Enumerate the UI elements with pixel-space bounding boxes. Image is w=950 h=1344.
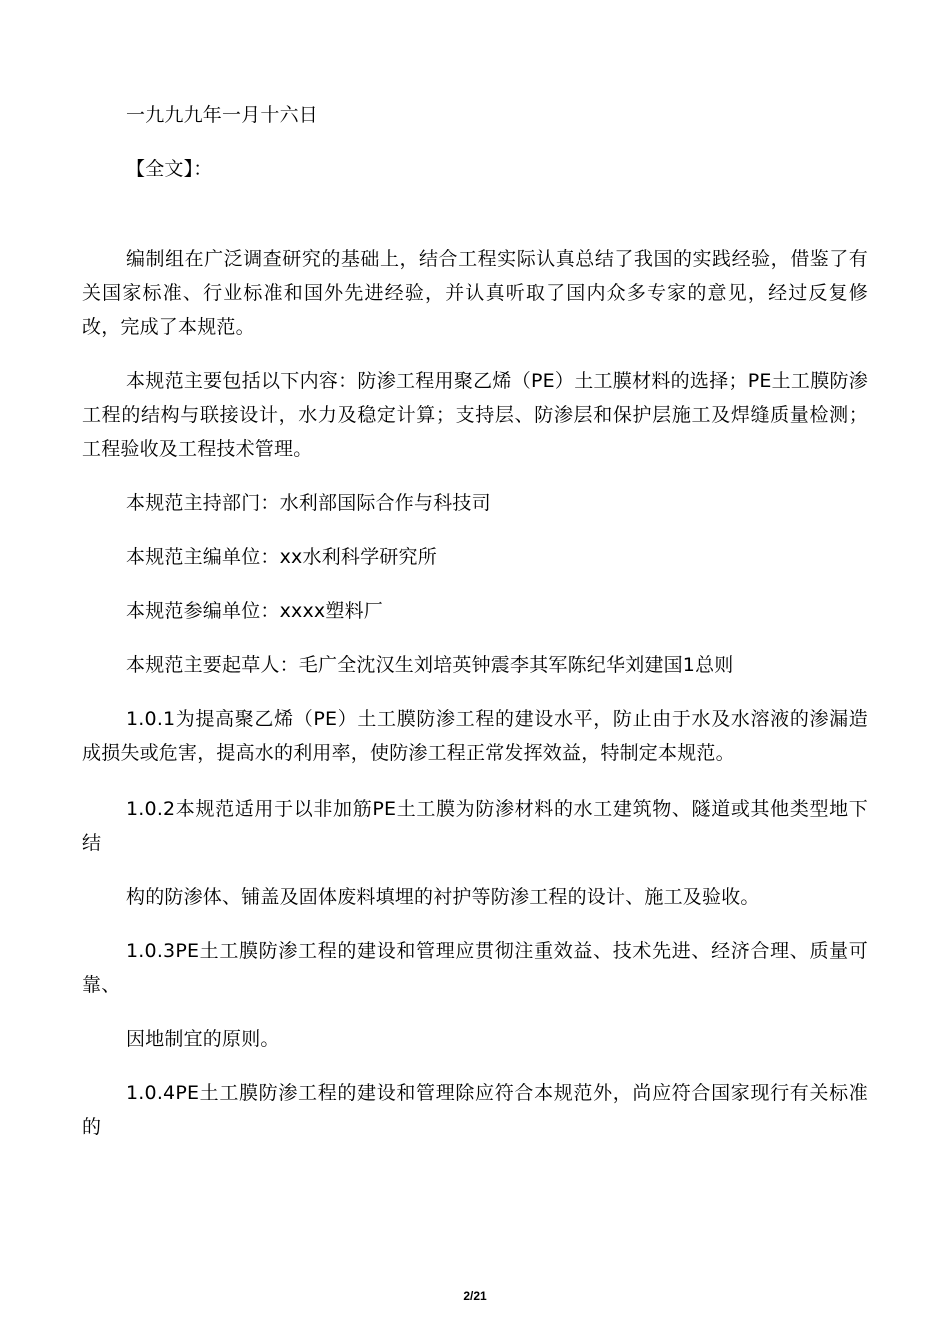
document-body	[82, 98, 868, 1144]
clause-1-0-4: 1.0.4PE土工膜防渗工程的建设和管理除应符合本规范外，尚应符合国家现行有关标准的	[82, 1082, 868, 1138]
page-number: 2/21	[463, 1289, 487, 1303]
paragraph-host-department: 本规范主持部门：水利部国际合作与科技司	[126, 492, 491, 514]
paragraph-contents: 本规范主要包括以下内容：防渗工程用聚乙烯（PE）土工膜材料的选择；PE土工膜防渗工程的结构与联接设计，水力及稳定计算；支持层、防渗层和保护层施工及焊缝质量检测；工程验收及工程技术管理。	[82, 370, 868, 460]
full-text-heading: 【全文】：	[126, 158, 213, 180]
clause-1-0-3-continued: 因地制宜的原则。	[126, 1028, 280, 1050]
date-line: 一九九九年一月十六日	[126, 104, 319, 126]
clause-1-0-2: 1.0.2本规范适用于以非加筋PE土工膜为防渗材料的水工建筑物、隧道或其他类型地下结	[82, 798, 868, 854]
paragraph-preface: 编制组在广泛调查研究的基础上，结合工程实际认真总结了我国的实践经验，借鉴了有关国家标准、行业标准和国外先进经验，并认真听取了国内众多专家的意见，经过反复修改，完成了本规范。	[82, 248, 868, 338]
paragraph-drafters: 本规范主要起草人：毛广全沈汉生刘培英钟震李其军陈纪华刘建国1总则	[126, 654, 734, 676]
clause-1-0-3: 1.0.3PE土工膜防渗工程的建设和管理应贯彻注重效益、技术先进、经济合理、质量可靠、	[82, 940, 868, 996]
clause-1-0-2-continued: 构的防渗体、铺盖及固体废料填埋的衬护等防渗工程的设计、施工及验收。	[126, 886, 760, 908]
clause-1-0-1: 1.0.1为提高聚乙烯（PE）土工膜防渗工程的建设水平，防止由于水及水溶液的渗漏造成损失或危害，提高水的利用率，使防渗工程正常发挥效益，特制定本规范。	[82, 708, 868, 764]
paragraph-chief-editor: 本规范主编单位：xx水利科学研究所	[126, 546, 437, 568]
paragraph-co-editor: 本规范参编单位：xxxx塑料厂	[126, 600, 383, 622]
